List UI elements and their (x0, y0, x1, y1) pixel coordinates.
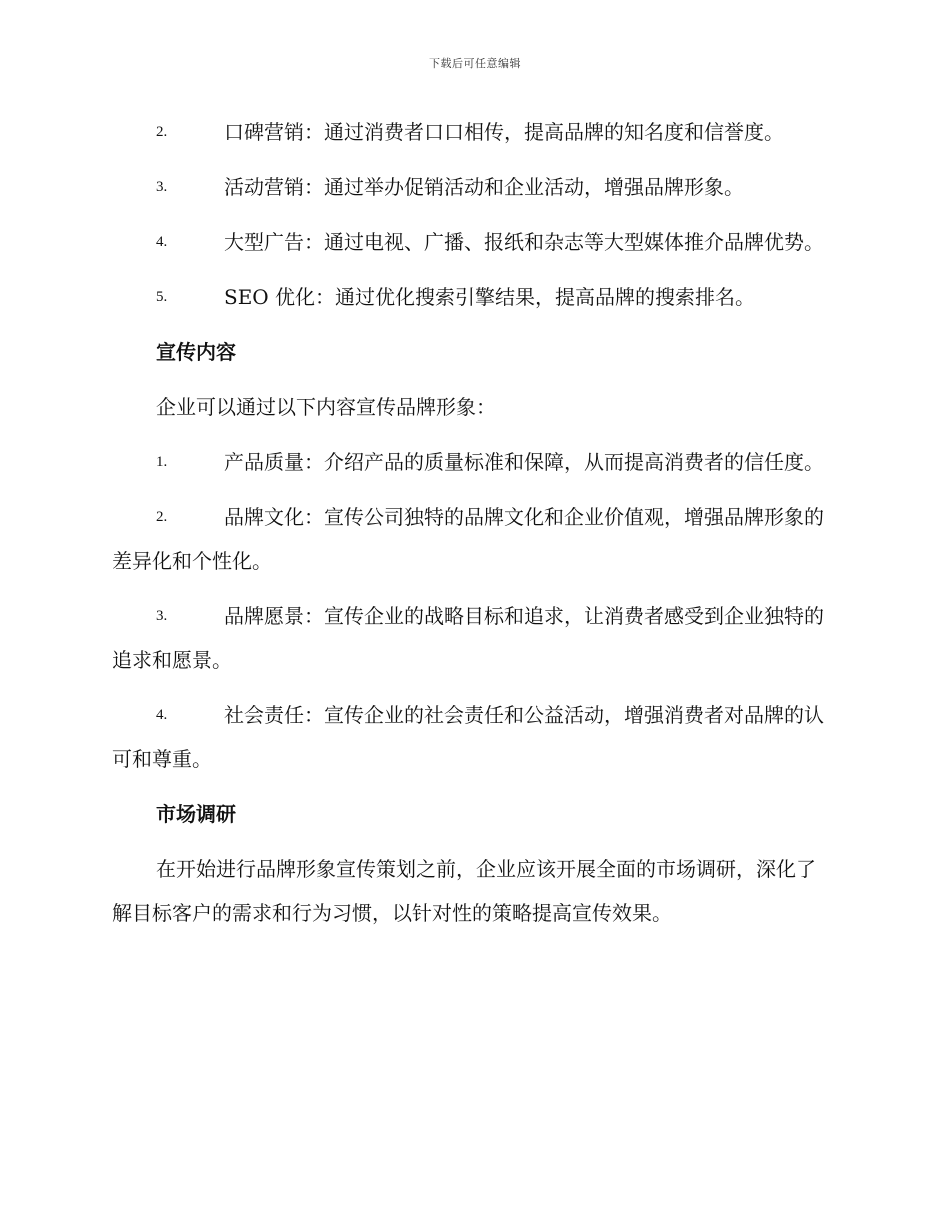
list-item-text: SEO 优化：通过优化搜索引擎结果，提高品牌的搜索排名。 (224, 285, 756, 309)
list-item (112, 495, 832, 583)
list-item (112, 693, 832, 781)
list-item (112, 275, 832, 319)
list-item-text: 大型广告：通过电视、广播、报纸和杂志等大型媒体推介品牌优势。 (224, 230, 824, 254)
list-item-number: 4. (156, 707, 168, 723)
list-item (112, 594, 832, 682)
list-item-text: 品牌文化：宣传公司独特的品牌文化和企业价值观，增强品牌形象的差异化和个性化。 (112, 505, 824, 573)
list-item-number: 4. (156, 234, 168, 250)
list-item-number: 1. (156, 454, 168, 470)
list-item-text: 社会责任：宣传企业的社会责任和公益活动，增强消费者对品牌的认可和尊重。 (112, 703, 824, 771)
section-heading-research: 市场调研 (156, 802, 236, 826)
list-item (112, 220, 832, 264)
list-item-number: 2. (156, 124, 168, 140)
list-item-number: 3. (156, 179, 168, 195)
list-item-text: 口碑营销：通过消费者口口相传，提高品牌的知名度和信誉度。 (224, 120, 784, 144)
section-heading-content: 宣传内容 (156, 340, 236, 364)
list-item-number: 2. (156, 509, 168, 525)
list-item-number: 5. (156, 289, 168, 305)
list-item (112, 440, 832, 484)
list-item (112, 165, 832, 209)
list-item-number: 3. (156, 608, 168, 624)
page-header: 下载后可任意编辑 (429, 57, 521, 70)
list-item-text: 品牌愿景：宣传企业的战略目标和追求，让消费者感受到企业独特的追求和愿景。 (112, 604, 824, 672)
list-item (112, 110, 832, 154)
section-intro: 企业可以通过以下内容宣传品牌形象： (156, 395, 496, 419)
document-body (112, 110, 832, 946)
list-item-text: 产品质量：介绍产品的质量标准和保障，从而提高消费者的信任度。 (224, 450, 824, 474)
list-item-text: 活动营销：通过举办促销活动和企业活动，增强品牌形象。 (224, 175, 744, 199)
section-paragraph: 在开始进行品牌形象宣传策划之前，企业应该开展全面的市场调研，深化了解目标客户的需求和行为习惯，以针对性的策略提高宣传效果。 (112, 857, 816, 925)
